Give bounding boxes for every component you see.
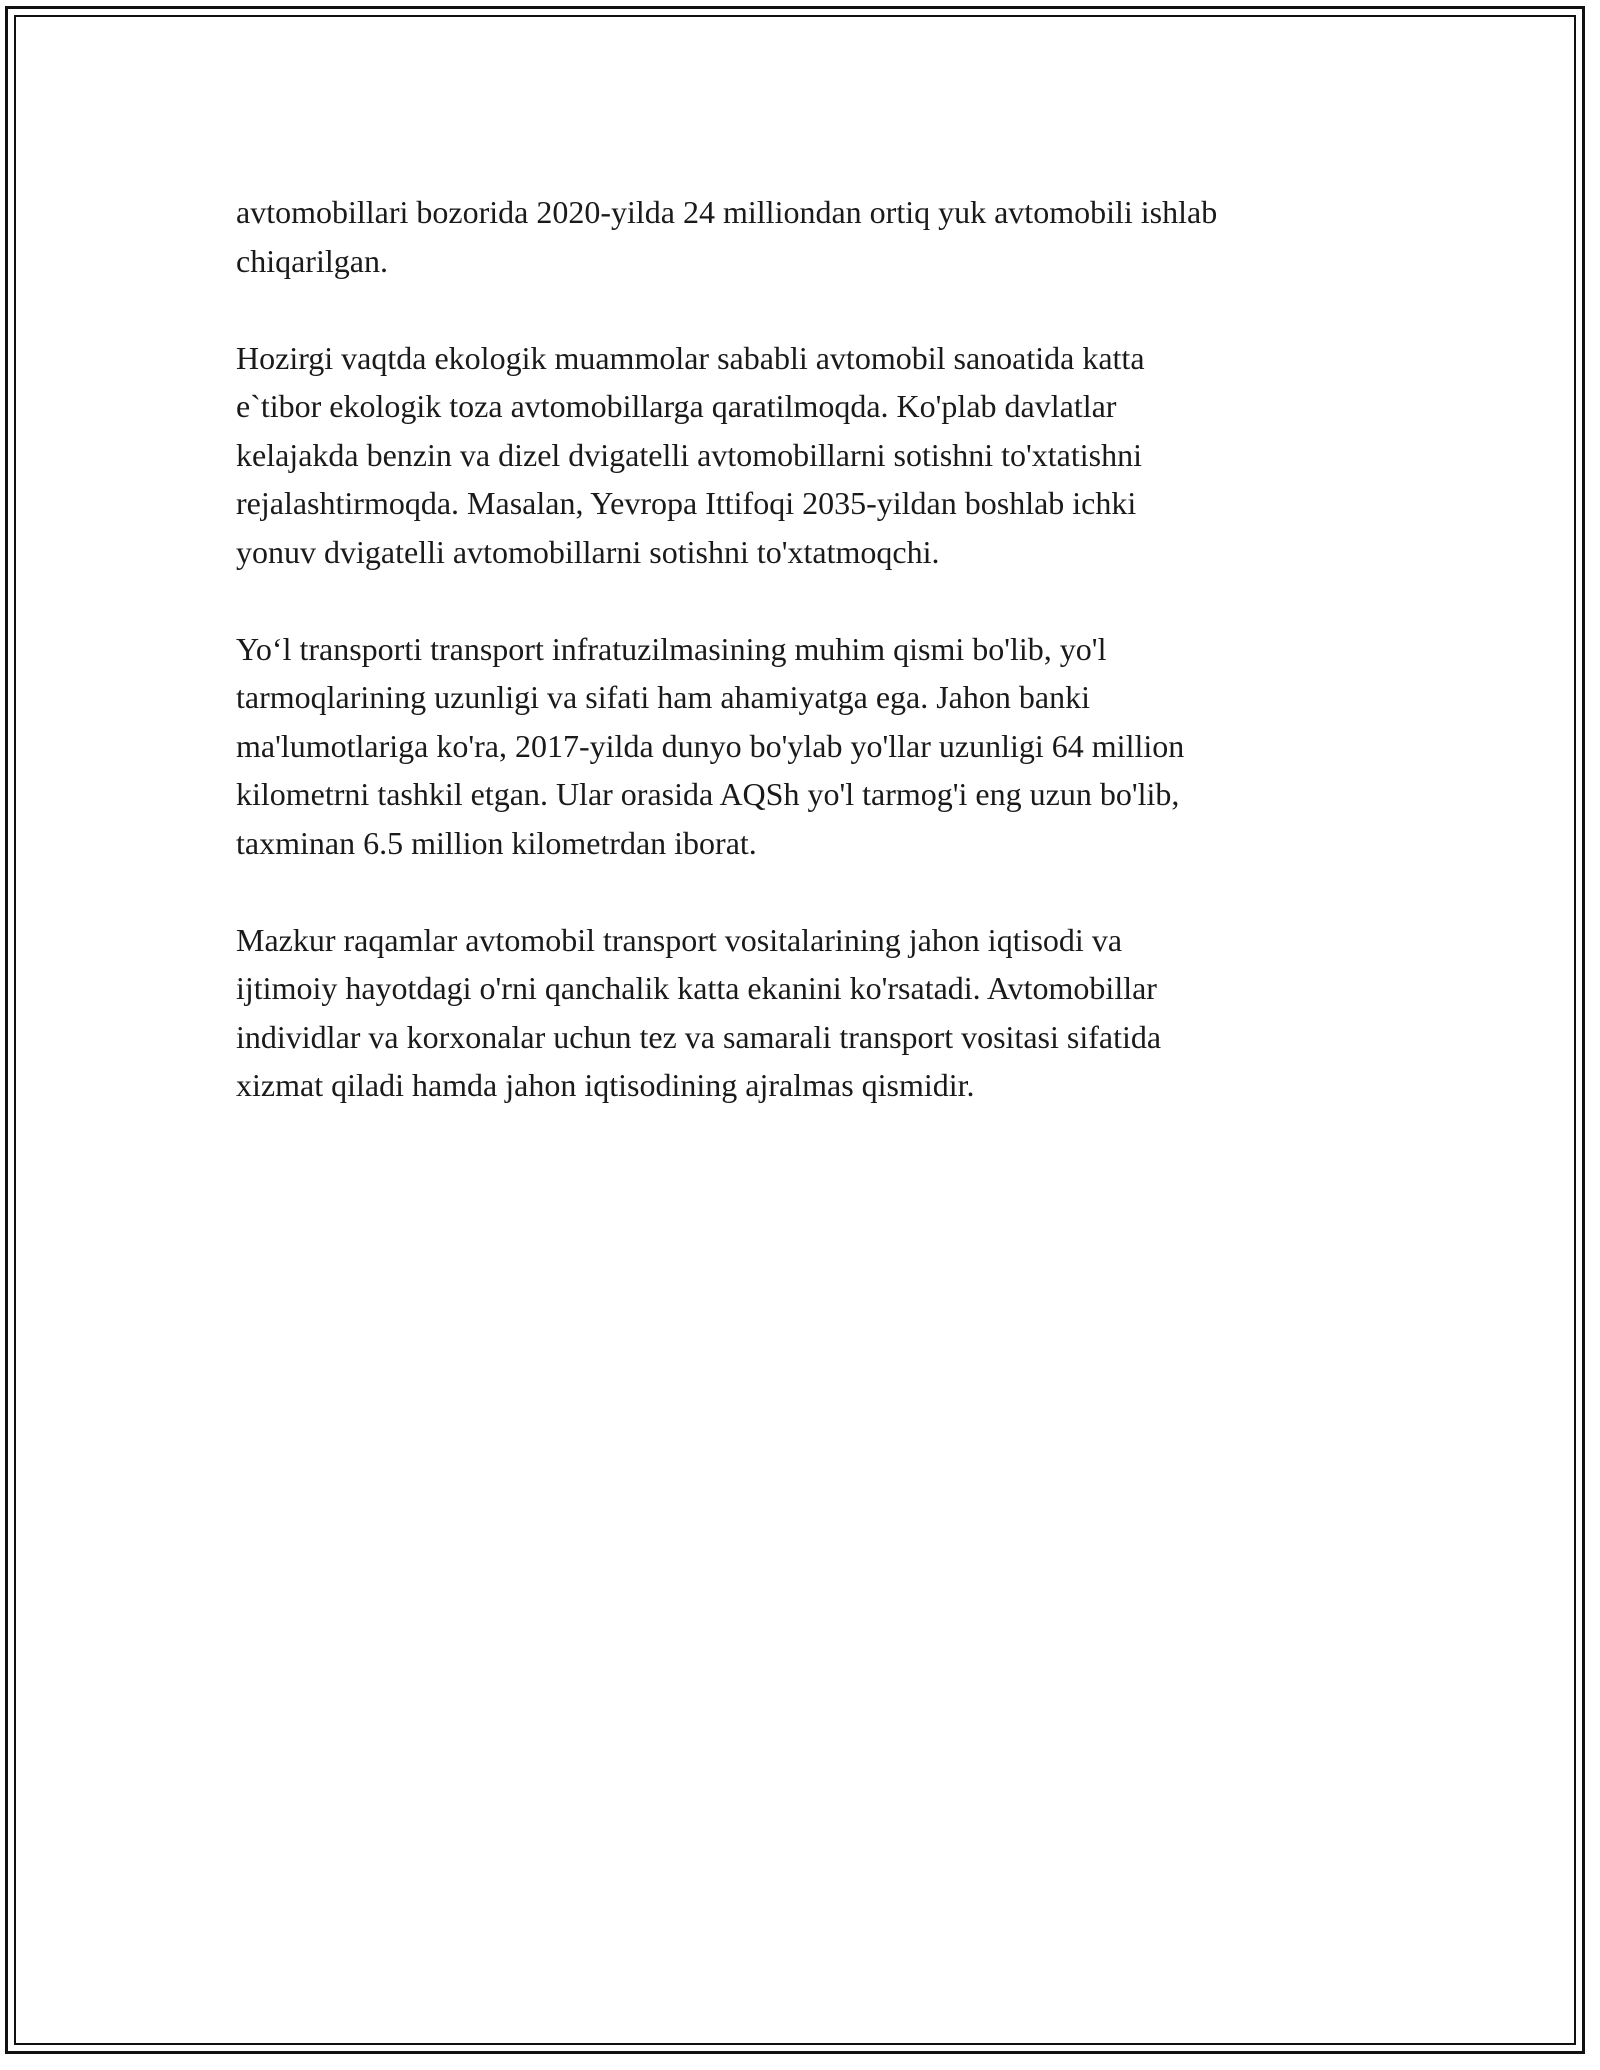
paragraph-road-transport: Yo‘l transporti transport infratuzilmasining muhim qismi bo'lib, yo'l tarmoqlarining uzunligi va sifati ham ahamiyatga ega. Jahon banki ma'lumotlariga ko'ra, 2017-yilda dunyo bo'ylab yo'llar uzunligi 64 million kilometrni tashkil etgan. Ular orasida AQSh yo'l tarmog'i eng uzun bo'lib, taxminan 6.5 million kilometrdan iborat. xyxy=(236,630,1185,861)
paragraph-conclusion: Mazkur raqamlar avtomobil transport vositalarining jahon iqtisodi va ijtimoiy hayotdagi o'rni qanchalik katta ekanini ko'rsatadi. Avtomobillar individlar va korxonalar uchun tez va samarali transport vositasi sifatida xizmat qiladi hamda jahon iqtisodining ajralmas qismidir. xyxy=(236,921,1162,1103)
paragraph-ecology: Hozirgi vaqtda ekologik muammolar sababli avtomobil sanoatida katta e`tibor ekologik toza avtomobillarga qaratilmoqda. Ko'plab davlatlar kelajakda benzin va dizel dvigatelli avtomobillarni sotishni to'xtatishni rejalashtirmoqda. Masalan, Yevropa Ittifoqi 2035-yildan boshlab ichki yonuv dvigatelli avtomobillarni sotishni to'xtatmoqchi. xyxy=(236,339,1145,570)
paragraph-truck-production: avtomobillari bozorida 2020-yilda 24 milliondan ortiq yuk avtomobili ishlab chiqarilgan. xyxy=(236,194,1218,279)
document-body xyxy=(236,188,1386,1158)
